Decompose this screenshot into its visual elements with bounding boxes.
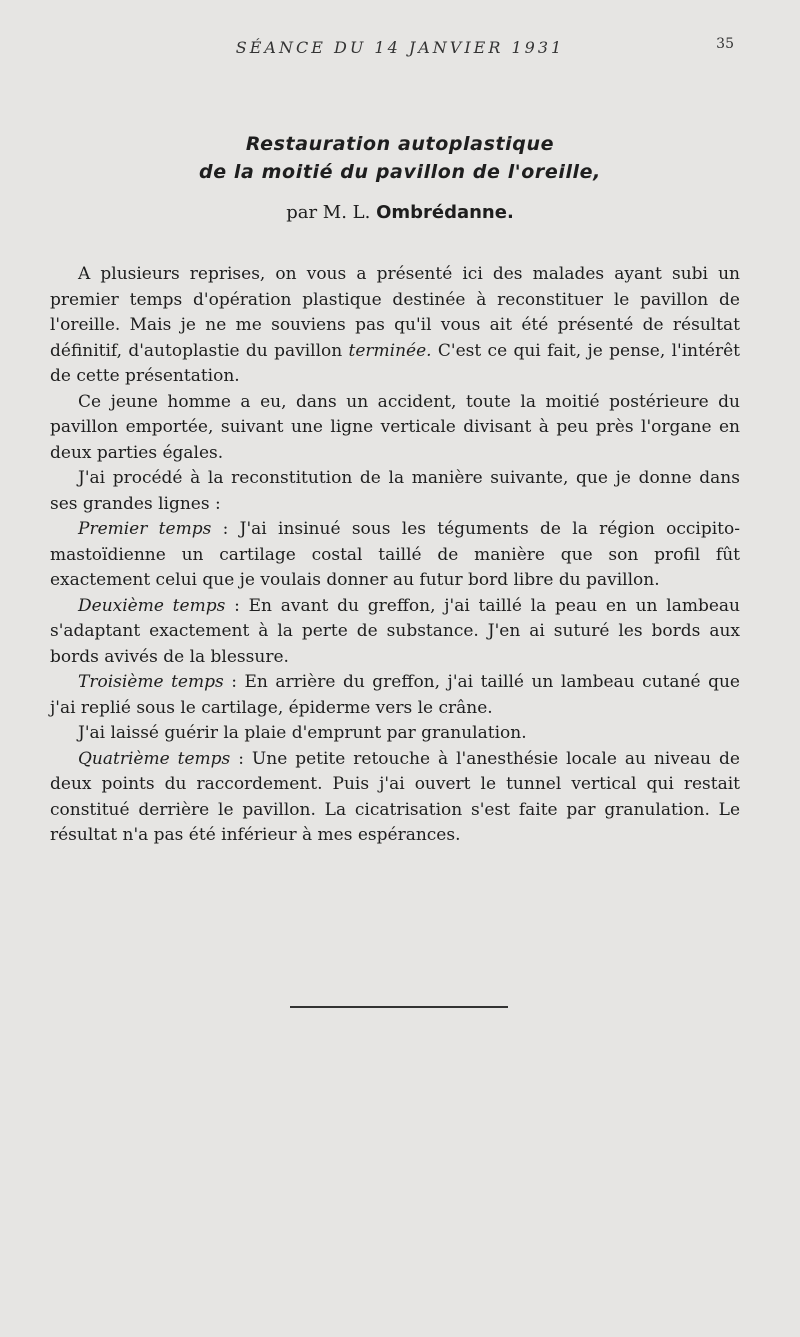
step-2-label: Deuxième temps — [78, 595, 226, 616]
title-line-1: Restauration autoplastique — [245, 133, 555, 155]
paragraph-6 — [50, 670, 740, 721]
paragraph-7: J'ai laissé guérir la plaie d'emprunt par granulation. — [78, 723, 527, 743]
running-head: SÉANCE DU 14 JANVIER 1931 — [235, 38, 565, 57]
author-prefix: par M. L. — [286, 202, 371, 223]
page-number: 35 — [716, 36, 734, 52]
paragraph-4 — [50, 517, 740, 594]
article-title — [0, 130, 800, 186]
author-line — [0, 202, 800, 223]
step-1-label: Premier temps — [78, 519, 212, 539]
paragraph-1-text-b: C'est ce qui fait, je pense, l'intérêt de cette présentation. — [50, 340, 740, 386]
paragraph-1 — [50, 262, 740, 390]
step-3-text: : En arrière du greffon, j'ai taillé un lambeau cutané que j'ai replié sous le cartilage, épiderme vers le crâne. — [50, 672, 740, 718]
article-body — [50, 262, 740, 849]
paragraph-1-emphasis: terminée. — [348, 340, 432, 361]
step-4-label: Quatrième temps — [78, 748, 231, 769]
end-rule — [290, 1006, 508, 1008]
step-4-text: : Une petite retouche à l'anesthésie locale au niveau de deux points du raccordement. Puis j'ai ouvert le tunnel vertical qui restait constitué derrière le pavillon. La cicatrisation s'est faite par granulation. Le résultat n'a pas été inférieur à mes espérances. — [50, 748, 740, 845]
step-3-label: Troisième temps — [78, 672, 224, 692]
title-line-2: de la moitié du pavillon de l'oreille, — [199, 161, 601, 183]
step-2-text: : En avant du greffon, j'ai taillé la peau en un lambeau s'adaptant exactement à la perte de substance. J'en ai suturé les bords aux bords avivés de la blessure. — [50, 595, 741, 667]
step-1-text: : J'ai insinué sous les téguments de la région occipito-mastoïdienne un cartilage costal taillé de manière que son profil fût exactement celui que je voulais donner au futur bord libre du pavillon. — [50, 519, 740, 590]
paragraph-1-text-a: A plusieurs reprises, on vous a présenté ici des malades ayant subi un premier temps d'opération plastique destinée à reconstituer le pavillon de l'oreille. Mais je ne me souviens pas qu'il vous ait été présenté de résultat définitif, d'autoplastie du pavillon — [50, 264, 740, 361]
paragraph-5 — [50, 594, 740, 671]
paragraph-8 — [50, 747, 740, 849]
paragraph-2: Ce jeune homme a eu, dans un accident, toute la moitié postérieure du pavillon emportée, suivant une ligne verticale divisant à peu près l'organe en deux parties égales. — [50, 391, 740, 463]
author-name: Ombrédanne. — [376, 202, 514, 223]
paragraph-3: J'ai procédé à la reconstitution de la manière suivante, que je donne dans ses grandes lignes : — [50, 468, 740, 514]
